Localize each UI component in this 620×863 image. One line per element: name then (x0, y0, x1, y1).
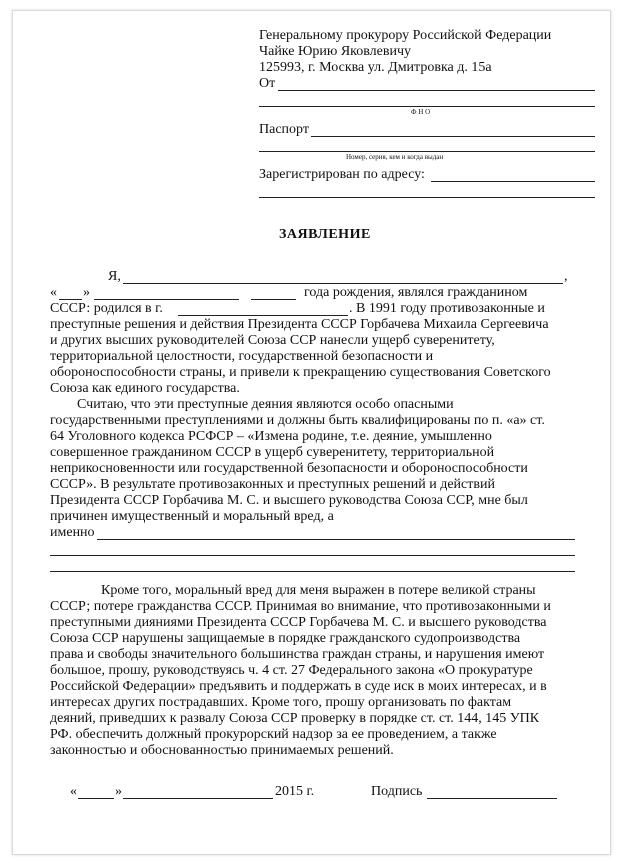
damage-field-line-3[interactable] (50, 571, 575, 572)
p1-line-5: обороноспособности страны, и привели к прекращению существования Советского (50, 365, 551, 380)
damage-field-line-2[interactable] (50, 555, 575, 556)
from-label: От (259, 76, 276, 91)
p2-line-4: совершенное гражданином СССР в ущерб суверенитету, территориальной (50, 445, 495, 460)
applicant-label: Я, (108, 269, 121, 284)
footer-date-open: « (70, 784, 77, 799)
p2-line-8: причинен имущественный и моральный вред, а (50, 509, 334, 524)
passport-label: Паспорт (259, 122, 309, 137)
document-title: ЗАЯВЛЕНИЕ (279, 227, 371, 242)
applicant-comma: , (564, 269, 568, 284)
passport-caption: Номер, серия, кем и когда выдан (346, 153, 444, 161)
from-field[interactable] (278, 90, 595, 91)
signature-field[interactable] (427, 798, 557, 799)
p3-line-4: Союза ССР нарушены защищаемые в порядке гражданского судопроизводства (50, 631, 521, 646)
birth-text: года рождения, являлся гражданином (304, 285, 528, 300)
p1-line-4: территориальной целостности, государственной безопасности и (50, 349, 434, 364)
p3-line-2: СССР; потере гражданства СССР. Принимая во внимание, что противозаконными и (50, 599, 551, 614)
footer-date-close: » (115, 784, 122, 799)
passport-field[interactable] (311, 136, 595, 137)
p2-line-5: неприкосновенности или государственной безопасности и обороноспособности (50, 461, 528, 476)
document-page (12, 10, 611, 855)
footer-month-field[interactable] (123, 798, 273, 799)
p2-line-3: 64 Уголовного кодекса РСФСР – «Измена родине, т.е. деяние, умышленно (50, 429, 492, 444)
p3-line-5: права и свободы значительного большинства граждан страны, и нарушения имеют (50, 647, 545, 662)
addressee-line-2: Чайке Юрию Яковлевичу (259, 44, 412, 59)
from-field-line-2[interactable] (259, 106, 595, 107)
p1-line-1a: СССР: родился в г. (50, 301, 163, 316)
footer-year: 2015 г. (275, 784, 315, 799)
p2-line-9: именно (50, 525, 95, 540)
address-field-line-2[interactable] (259, 197, 595, 198)
p3-line-3: преступными дияниями Президента СССР Горбачева М. С. и высшего руководства (50, 615, 547, 630)
addressee-line-1: Генеральному прокурору Российской Федерации (259, 28, 552, 43)
birth-date-close: » (83, 285, 90, 300)
birth-year-field[interactable] (251, 299, 296, 300)
registered-label: Зарегистрирован по адресу: (259, 167, 425, 182)
p2-line-1: Считаю, что эти преступные деяния являются особо опасными (77, 397, 454, 412)
damage-field[interactable] (97, 539, 575, 540)
footer-day-field[interactable] (78, 798, 114, 799)
p1-line-6: Союза как единого государства. (50, 381, 240, 396)
p3-line-1: Кроме того, моральный вред для меня выражен в потере великой страны (101, 583, 536, 598)
p3-line-11: законностью и обоснованностью принимаемых решений. (50, 743, 394, 758)
fio-caption: Ф Н О (411, 108, 431, 116)
p3-line-7: Российской Федерации» предъявить и поддержать в суде иск в моих интересах, и в (50, 679, 547, 694)
passport-field-line-2[interactable] (259, 151, 595, 152)
birth-date-open: « (50, 285, 57, 300)
p1-line-1b: . В 1991 году противозаконные и (349, 301, 545, 316)
p2-line-6: СССР». В результате противозаконных и преступных решений и действий (50, 477, 495, 492)
p3-line-10: РФ. обеспечить должный прокурорский надзор за ее проведением, а также (50, 727, 497, 742)
address-field[interactable] (431, 181, 595, 182)
addressee-line-3: 125993, г. Москва ул. Дмитровка д. 15а (259, 60, 492, 75)
p2-line-7: Президента СССР Горбачива М. С. и высшего руководства Союза ССР, мне был (50, 493, 528, 508)
p3-line-9: деяний, приведших к развалу Союза ССР проверку в порядке ст. ст. 144, 145 УПК (50, 711, 540, 726)
p1-line-3: и других высших руководителей Союза ССР нанесли ущерб суверенитету, (50, 333, 495, 348)
p3-line-8: интересах других пострадавших. Кроме того, прошу организовать по фактам (50, 695, 512, 710)
signature-label: Подпись (371, 784, 423, 799)
p1-line-2: преступные решения и действия Президента СССР Горбачева Михаила Сергеевича (50, 317, 549, 332)
p2-line-2: государственными преступлениями и должны быть квалифицированы по п. «а» ст. (50, 413, 545, 428)
p3-line-6: большое, прошу, руководствуясь ч. 4 ст. 27 Федерального закона «О прокуратуре (50, 663, 533, 678)
